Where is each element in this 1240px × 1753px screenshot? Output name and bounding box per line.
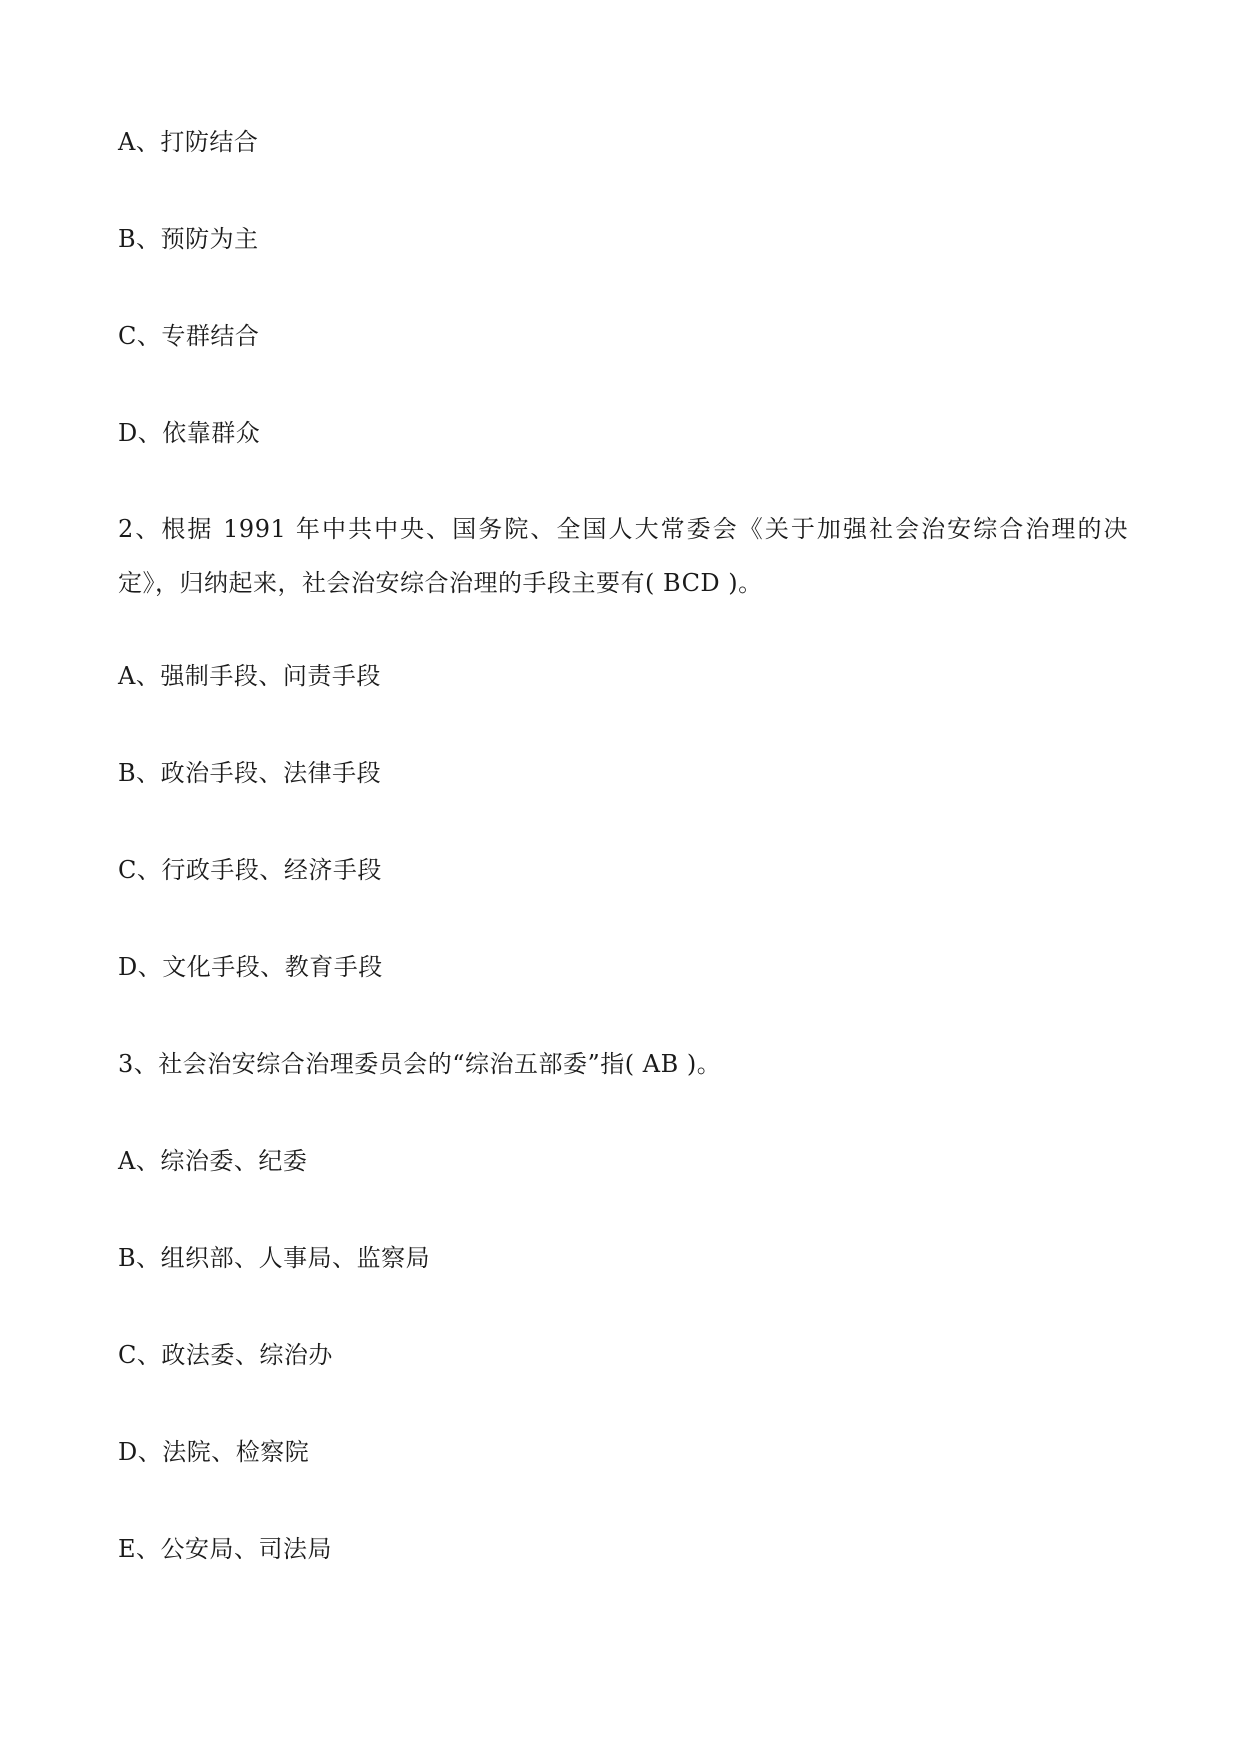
q2-option-c: C、行政手段、经济手段 — [118, 856, 382, 884]
q3-option-b: B、组织部、人事局、监察局 — [118, 1244, 431, 1272]
q3-option-e: E、公安局、司法局 — [118, 1535, 333, 1563]
q1-option-a: A、打防结合 — [118, 128, 259, 156]
question-2: 2、根据 1991 年中共中央、国务院、全国人大常委会《关于加强社会治安综合治理的决定》，归纳起来，社会治安综合治理的手段主要有( BCD )。 — [118, 515, 1128, 597]
q3-option-d: D、法院、检察院 — [118, 1438, 310, 1466]
q2-option-b: B、政治手段、法律手段 — [118, 759, 382, 787]
q1-option-b: B、预防为主 — [118, 225, 259, 253]
q3-option-a: A、综治委、纪委 — [118, 1147, 308, 1175]
q3-option-c: C、政法委、综治办 — [118, 1341, 333, 1369]
q1-option-d: D、依靠群众 — [118, 419, 261, 447]
q2-option-a: A、强制手段、问责手段 — [118, 662, 381, 690]
question-3: 3、社会治安综合治理委员会的“综治五部委”指( AB )。 — [118, 1050, 722, 1078]
q2-option-d: D、文化手段、教育手段 — [118, 953, 383, 981]
q1-option-c: C、专群结合 — [118, 322, 260, 350]
